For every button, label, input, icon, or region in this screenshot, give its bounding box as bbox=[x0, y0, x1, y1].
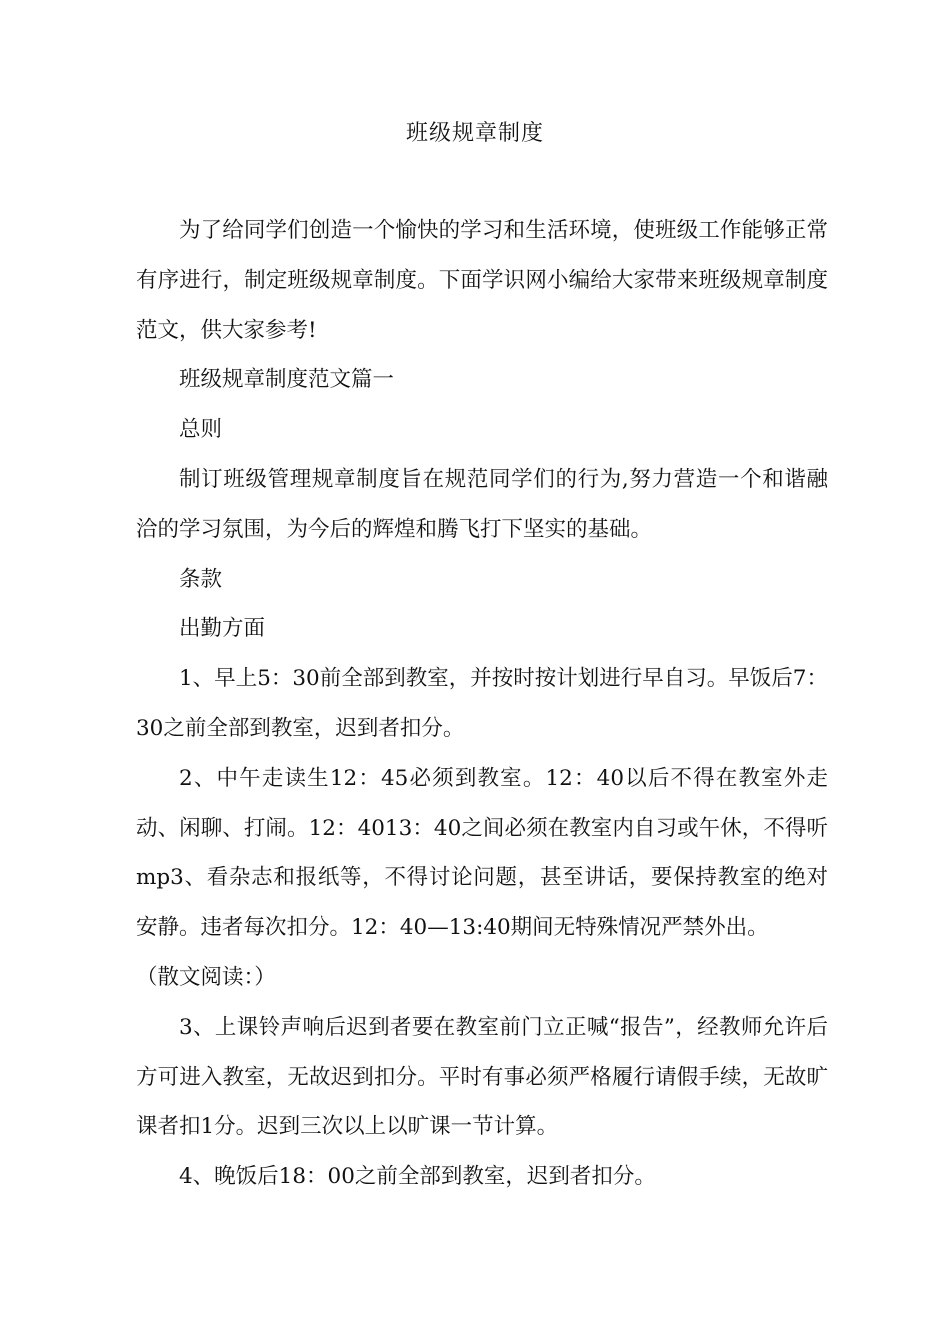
attendance-heading: 出勤方面 bbox=[179, 616, 266, 642]
intro-paragraph: 为了给同学们创造一个愉快的学习和生活环境，使班级工作能够正常有序进行，制定班级规章制度。下面学识网小编给大家带来班级规章制度范文，供大家参考! bbox=[136, 218, 828, 343]
document-body bbox=[136, 206, 828, 1202]
rule-4-paragraph: 4、晚饭后18：00之前全部到教室，迟到者扣分。 bbox=[179, 1164, 656, 1190]
general-provisions-paragraph: 制订班级管理规章制度旨在规范同学们的行为,努力营造一个和谐融洽的学习氛围，为今后的辉煌和腾飞打下坚实的基础。 bbox=[136, 466, 828, 542]
prose-reading-note: （散文阅读：） bbox=[136, 964, 276, 990]
section-heading: 班级规章制度范文篇一 bbox=[179, 367, 395, 393]
rule-2-paragraph: 2、中午走读生12：45必须到教室。12：40以后不得在教室外走动、闲聊、打闹。12：4013：40之间必须在教室内自习或午休，不得听mp3、看杂志和报纸等，不得讨论问题，甚至讲话，要保持教室的绝对安静。违者每次扣分。12：40—13:40期间无特殊情况严禁外出。 bbox=[136, 765, 828, 941]
rule-1-paragraph: 1、早上5：30前全部到教室，并按时按计划进行早自习。早饭后7：30之前全部到教室，迟到者扣分。 bbox=[136, 666, 828, 741]
general-provisions-heading: 总则 bbox=[179, 417, 223, 443]
document-title: 班级规章制度 bbox=[405, 121, 544, 146]
rule-3-paragraph: 3、上课铃声响后迟到者要在教室前门立正喊“报告”，经教师允许后方可进入教室，无故迟到扣分。平时有事必须严格履行请假手续，无故旷课者扣1分。迟到三次以上以旷课一节计算。 bbox=[136, 1014, 828, 1140]
clauses-heading: 条款 bbox=[179, 566, 223, 592]
